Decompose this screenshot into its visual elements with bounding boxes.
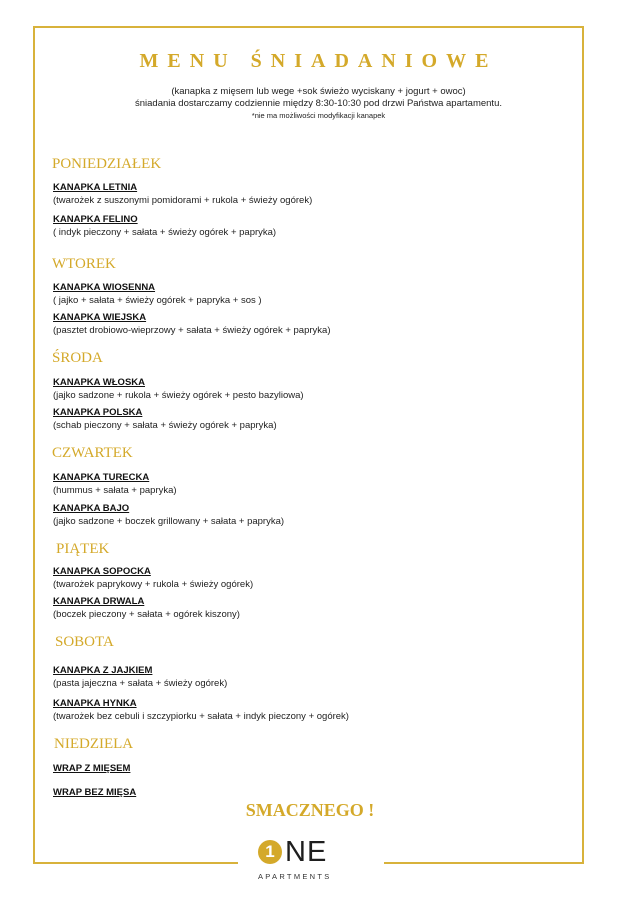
day-heading: SOBOTA (55, 634, 114, 650)
day-heading: CZWARTEK (52, 445, 133, 461)
logo-mark-icon: 1 (258, 840, 282, 864)
sandwich-name: KANAPKA WIEJSKA (53, 312, 147, 323)
logo-text: NE (285, 836, 328, 868)
sandwich-name: KANAPKA HYNKA (53, 698, 137, 709)
sandwich-description: (boczek pieczony + sałata + ogórek kiszony) (53, 609, 240, 620)
sandwich-description: (twarożek bez cebuli i szczypiorku + sałata + indyk pieczony + ogórek) (53, 711, 349, 722)
sandwich-name: KANAPKA SOPOCKA (53, 566, 151, 577)
closing-text: SMACZNEGO ! (245, 800, 375, 820)
sandwich-description: (pasztet drobiowo-wieprzowy + sałata + świeży ogórek + papryka) (53, 325, 331, 336)
menu-title: MENU ŚNIADANIOWE (139, 50, 498, 72)
sandwich-description: ( indyk pieczony + sałata + świeży ogórek + papryka) (53, 227, 277, 238)
sandwich-name: KANAPKA BAJO (53, 503, 130, 514)
sandwich-name: KANAPKA LETNIA (53, 182, 138, 193)
sandwich-description: (jajko sadzone + rukola + świeży ogórek + pesto bazyliowa) (53, 390, 304, 401)
delivery-info: śniadania dostarczamy codziennie między 8:30-10:30 pod drzwi Państwa apartamentu. (134, 98, 502, 109)
one-apartments-logo (258, 836, 368, 886)
day-heading: PIĄTEK (56, 541, 110, 557)
sandwich-name: KANAPKA WŁOSKA (53, 377, 146, 388)
sandwich-description: (pasta jajeczna + sałata + świeży ogórek) (53, 678, 228, 689)
sandwich-description: (jajko sadzone + boczek grillowany + sałata + papryka) (53, 516, 285, 527)
day-heading: PONIEDZIAŁEK (52, 156, 162, 172)
sandwich-name: KANAPKA DRWALA (53, 596, 145, 607)
sandwich-description: (twarożek z suszonymi pomidorami + rukola + świeży ogórek) (53, 195, 313, 206)
day-heading: WTOREK (52, 256, 116, 272)
sandwich-name: KANAPKA FELINO (53, 214, 138, 225)
menu-subtitle: (kanapka z mięsem lub wege +sok świeżo wyciskany + jogurt + owoc) (171, 86, 466, 97)
modification-note: *nie ma możliwości modyfikacji kanapek (251, 111, 386, 120)
logo-subtext: APARTMENTS (258, 872, 332, 881)
wrap-name: WRAP Z MIĘSEM (53, 763, 131, 774)
day-heading: ŚRODA (52, 350, 103, 366)
wrap-name: WRAP BEZ MIĘSA (53, 787, 137, 798)
sandwich-name: KANAPKA TURECKA (53, 472, 150, 483)
sandwich-name: KANAPKA Z JAJKIEM (53, 665, 153, 676)
sandwich-description: (twarożek paprykowy + rukola + świeży ogórek) (53, 579, 254, 590)
day-heading: NIEDZIELA (54, 736, 134, 752)
sandwich-description: ( jajko + sałata + świeży ogórek + papryka + sos ) (53, 295, 262, 306)
sandwich-name: KANAPKA POLSKA (53, 407, 143, 418)
sandwich-description: (schab pieczony + sałata + świeży ogórek + papryka) (53, 420, 277, 431)
sandwich-description: (hummus + sałata + papryka) (53, 485, 177, 496)
sandwich-name: KANAPKA WIOSENNA (53, 282, 156, 293)
